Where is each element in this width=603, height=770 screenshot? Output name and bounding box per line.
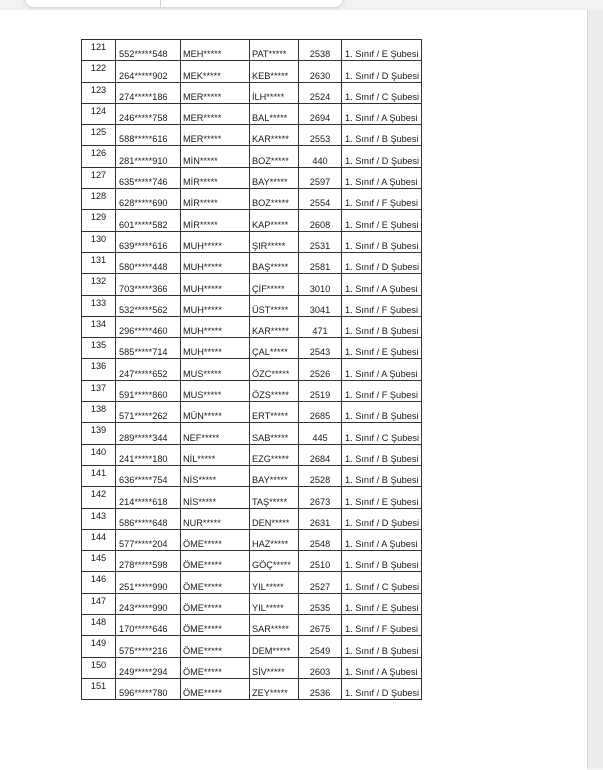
class-section-cell: 1. Sınıf / E Şubesi: [342, 40, 422, 61]
score-cell: 2548: [299, 529, 342, 550]
first-name-cell: ÖME*****: [181, 529, 250, 550]
table-row: [82, 61, 422, 82]
last-name-cell: SİV*****: [250, 657, 299, 678]
class-section-cell: 1. Sınıf / B Şubesi: [342, 551, 422, 572]
last-name-cell: ÖZC*****: [250, 359, 299, 380]
id-number-cell: 241*****180: [116, 444, 181, 465]
score-cell: 2554: [299, 189, 342, 210]
row-number-cell: 142: [82, 487, 116, 508]
first-name-cell: NUR*****: [181, 508, 250, 529]
class-section-cell: 1. Sınıf / A Şubesi: [342, 657, 422, 678]
id-number-cell: 636*****754: [116, 465, 181, 486]
score-cell: 2543: [299, 338, 342, 359]
row-number-cell: 136: [82, 359, 116, 380]
id-number-cell: 552*****548: [116, 40, 181, 61]
id-number-cell: 251*****990: [116, 572, 181, 593]
last-name-cell: ŞIR*****: [250, 231, 299, 252]
id-number-cell: 580*****448: [116, 252, 181, 273]
class-section-cell: 1. Sınıf / C Şubesi: [342, 82, 422, 103]
row-number-cell: 150: [82, 657, 116, 678]
id-number-cell: 639*****616: [116, 231, 181, 252]
first-name-cell: MUS*****: [181, 380, 250, 401]
row-number-cell: 148: [82, 615, 116, 636]
table-row: [82, 465, 422, 486]
table-row: [82, 572, 422, 593]
row-number-cell: 147: [82, 593, 116, 614]
last-name-cell: ÇAL*****: [250, 338, 299, 359]
table-row: [82, 402, 422, 423]
row-number-cell: 131: [82, 252, 116, 273]
score-cell: 2673: [299, 487, 342, 508]
table-row: [82, 380, 422, 401]
last-name-cell: PAT*****: [250, 40, 299, 61]
first-name-cell: MUH*****: [181, 338, 250, 359]
class-section-cell: 1. Sınıf / E Şubesi: [342, 338, 422, 359]
row-number-cell: 124: [82, 103, 116, 124]
id-number-cell: 243*****990: [116, 593, 181, 614]
score-cell: 3041: [299, 295, 342, 316]
first-name-cell: ÖME*****: [181, 551, 250, 572]
row-number-cell: 126: [82, 146, 116, 167]
score-cell: 440: [299, 146, 342, 167]
last-name-cell: SAR*****: [250, 615, 299, 636]
first-name-cell: MER*****: [181, 103, 250, 124]
score-cell: 2675: [299, 615, 342, 636]
table-row: [82, 551, 422, 572]
row-number-cell: 133: [82, 295, 116, 316]
id-number-cell: 278*****598: [116, 551, 181, 572]
table-row: [82, 487, 422, 508]
student-table: [81, 39, 422, 700]
id-number-cell: 214*****618: [116, 487, 181, 508]
table-row: [82, 423, 422, 444]
document-page: [0, 10, 587, 770]
table-row: [82, 316, 422, 337]
id-number-cell: 596*****780: [116, 678, 181, 699]
class-section-cell: 1. Sınıf / B Şubesi: [342, 465, 422, 486]
last-name-cell: İLH*****: [250, 82, 299, 103]
score-cell: 2597: [299, 167, 342, 188]
row-number-cell: 138: [82, 402, 116, 423]
last-name-cell: KAR*****: [250, 125, 299, 146]
class-section-cell: 1. Sınıf / F Şubesi: [342, 189, 422, 210]
first-name-cell: MEH*****: [181, 40, 250, 61]
page-scroll-edge: [587, 10, 603, 768]
last-name-cell: ÖZS*****: [250, 380, 299, 401]
first-name-cell: ÖME*****: [181, 615, 250, 636]
last-name-cell: ÇİF*****: [250, 274, 299, 295]
class-section-cell: 1. Sınıf / C Şubesi: [342, 423, 422, 444]
row-number-cell: 127: [82, 167, 116, 188]
class-section-cell: 1. Sınıf / F Şubesi: [342, 295, 422, 316]
score-cell: 2538: [299, 40, 342, 61]
class-section-cell: 1. Sınıf / E Şubesi: [342, 210, 422, 231]
id-number-cell: 289*****344: [116, 423, 181, 444]
last-name-cell: YIL*****: [250, 593, 299, 614]
row-number-cell: 145: [82, 551, 116, 572]
score-cell: 2519: [299, 380, 342, 401]
table-row: [82, 103, 422, 124]
class-section-cell: 1. Sınıf / B Şubesi: [342, 125, 422, 146]
row-number-cell: 144: [82, 529, 116, 550]
table-row: [82, 529, 422, 550]
table-row: [82, 82, 422, 103]
table-row: [82, 274, 422, 295]
score-cell: 2631: [299, 508, 342, 529]
last-name-cell: ÜST*****: [250, 295, 299, 316]
id-number-cell: 575*****216: [116, 636, 181, 657]
first-name-cell: MUH*****: [181, 252, 250, 273]
score-cell: 2527: [299, 572, 342, 593]
class-section-cell: 1. Sınıf / E Şubesi: [342, 487, 422, 508]
first-name-cell: MİR*****: [181, 210, 250, 231]
table-row: [82, 146, 422, 167]
score-cell: 2685: [299, 402, 342, 423]
score-cell: 2553: [299, 125, 342, 146]
score-cell: 3010: [299, 274, 342, 295]
first-name-cell: ÖME*****: [181, 657, 250, 678]
class-section-cell: 1. Sınıf / D Şubesi: [342, 146, 422, 167]
class-section-cell: 1. Sınıf / B Şubesi: [342, 316, 422, 337]
id-number-cell: 170*****646: [116, 615, 181, 636]
row-number-cell: 130: [82, 231, 116, 252]
top-toolbar-tab: [24, 0, 344, 8]
last-name-cell: DEN*****: [250, 508, 299, 529]
score-cell: 2684: [299, 444, 342, 465]
first-name-cell: MER*****: [181, 125, 250, 146]
table-row: [82, 508, 422, 529]
first-name-cell: MUH*****: [181, 231, 250, 252]
table-row: [82, 636, 422, 657]
last-name-cell: BAY*****: [250, 167, 299, 188]
first-name-cell: NİS*****: [181, 487, 250, 508]
class-section-cell: 1. Sınıf / B Şubesi: [342, 231, 422, 252]
first-name-cell: NİS*****: [181, 465, 250, 486]
first-name-cell: MUH*****: [181, 316, 250, 337]
last-name-cell: EZG*****: [250, 444, 299, 465]
first-name-cell: MİR*****: [181, 189, 250, 210]
id-number-cell: 281*****910: [116, 146, 181, 167]
row-number-cell: 125: [82, 125, 116, 146]
first-name-cell: MİR*****: [181, 167, 250, 188]
id-number-cell: 586*****648: [116, 508, 181, 529]
last-name-cell: ZEY*****: [250, 678, 299, 699]
first-name-cell: MİN*****: [181, 146, 250, 167]
class-section-cell: 1. Sınıf / D Şubesi: [342, 508, 422, 529]
last-name-cell: HAZ*****: [250, 529, 299, 550]
row-number-cell: 141: [82, 465, 116, 486]
class-section-cell: 1. Sınıf / B Şubesi: [342, 636, 422, 657]
first-name-cell: NEF*****: [181, 423, 250, 444]
score-cell: 2603: [299, 657, 342, 678]
id-number-cell: 635*****746: [116, 167, 181, 188]
table-row: [82, 678, 422, 699]
class-section-cell: 1. Sınıf / E Şubesi: [342, 593, 422, 614]
table-row: [82, 125, 422, 146]
table-row: [82, 295, 422, 316]
last-name-cell: SAB*****: [250, 423, 299, 444]
last-name-cell: KAP*****: [250, 210, 299, 231]
first-name-cell: ÖME*****: [181, 678, 250, 699]
table-row: [82, 359, 422, 380]
row-number-cell: 121: [82, 40, 116, 61]
id-number-cell: 577*****204: [116, 529, 181, 550]
table-row: [82, 615, 422, 636]
class-section-cell: 1. Sınıf / A Şubesi: [342, 274, 422, 295]
class-section-cell: 1. Sınıf / D Şubesi: [342, 252, 422, 273]
row-number-cell: 146: [82, 572, 116, 593]
student-table-body: [82, 40, 422, 700]
id-number-cell: 247*****652: [116, 359, 181, 380]
toolbar-divider: [160, 0, 161, 7]
class-section-cell: 1. Sınıf / C Şubesi: [342, 572, 422, 593]
row-number-cell: 132: [82, 274, 116, 295]
table-row: [82, 167, 422, 188]
id-number-cell: 588*****616: [116, 125, 181, 146]
class-section-cell: 1. Sınıf / B Şubesi: [342, 444, 422, 465]
last-name-cell: KAR*****: [250, 316, 299, 337]
row-number-cell: 134: [82, 316, 116, 337]
score-cell: 2581: [299, 252, 342, 273]
first-name-cell: MER*****: [181, 82, 250, 103]
class-section-cell: 1. Sınıf / D Şubesi: [342, 678, 422, 699]
id-number-cell: 703*****366: [116, 274, 181, 295]
last-name-cell: TAŞ*****: [250, 487, 299, 508]
table-row: [82, 189, 422, 210]
score-cell: 2524: [299, 82, 342, 103]
table-row: [82, 444, 422, 465]
score-cell: 445: [299, 423, 342, 444]
id-number-cell: 246*****758: [116, 103, 181, 124]
table-row: [82, 252, 422, 273]
id-number-cell: 591*****860: [116, 380, 181, 401]
id-number-cell: 628*****690: [116, 189, 181, 210]
first-name-cell: MUH*****: [181, 295, 250, 316]
last-name-cell: BAY*****: [250, 465, 299, 486]
id-number-cell: 274*****186: [116, 82, 181, 103]
table-row: [82, 210, 422, 231]
last-name-cell: KEB*****: [250, 61, 299, 82]
row-number-cell: 129: [82, 210, 116, 231]
last-name-cell: DEM*****: [250, 636, 299, 657]
row-number-cell: 143: [82, 508, 116, 529]
last-name-cell: GÖÇ*****: [250, 551, 299, 572]
first-name-cell: NİL*****: [181, 444, 250, 465]
last-name-cell: BAŞ*****: [250, 252, 299, 273]
row-number-cell: 149: [82, 636, 116, 657]
score-cell: 2694: [299, 103, 342, 124]
score-cell: 2528: [299, 465, 342, 486]
row-number-cell: 128: [82, 189, 116, 210]
id-number-cell: 249*****294: [116, 657, 181, 678]
row-number-cell: 137: [82, 380, 116, 401]
id-number-cell: 571*****262: [116, 402, 181, 423]
id-number-cell: 585*****714: [116, 338, 181, 359]
score-cell: 2526: [299, 359, 342, 380]
score-cell: 2630: [299, 61, 342, 82]
table-row: [82, 338, 422, 359]
class-section-cell: 1. Sınıf / F Şubesi: [342, 380, 422, 401]
last-name-cell: ERT*****: [250, 402, 299, 423]
row-number-cell: 151: [82, 678, 116, 699]
class-section-cell: 1. Sınıf / F Şubesi: [342, 615, 422, 636]
row-number-cell: 122: [82, 61, 116, 82]
id-number-cell: 601*****582: [116, 210, 181, 231]
first-name-cell: ÖME*****: [181, 636, 250, 657]
row-number-cell: 139: [82, 423, 116, 444]
first-name-cell: MÜN*****: [181, 402, 250, 423]
first-name-cell: ÖME*****: [181, 593, 250, 614]
first-name-cell: MUS*****: [181, 359, 250, 380]
score-cell: 2608: [299, 210, 342, 231]
class-section-cell: 1. Sınıf / A Şubesi: [342, 167, 422, 188]
class-section-cell: 1. Sınıf / B Şubesi: [342, 402, 422, 423]
last-name-cell: YIL*****: [250, 572, 299, 593]
score-cell: 2549: [299, 636, 342, 657]
first-name-cell: MEK*****: [181, 61, 250, 82]
table-row: [82, 593, 422, 614]
first-name-cell: MUH*****: [181, 274, 250, 295]
id-number-cell: 532*****562: [116, 295, 181, 316]
score-cell: 2531: [299, 231, 342, 252]
id-number-cell: 264*****902: [116, 61, 181, 82]
table-row: [82, 657, 422, 678]
score-cell: 2510: [299, 551, 342, 572]
id-number-cell: 296*****460: [116, 316, 181, 337]
last-name-cell: BAL*****: [250, 103, 299, 124]
last-name-cell: BOZ*****: [250, 146, 299, 167]
last-name-cell: BOZ*****: [250, 189, 299, 210]
table-row: [82, 40, 422, 61]
row-number-cell: 135: [82, 338, 116, 359]
class-section-cell: 1. Sınıf / A Şubesi: [342, 103, 422, 124]
table-row: [82, 231, 422, 252]
score-cell: 471: [299, 316, 342, 337]
row-number-cell: 123: [82, 82, 116, 103]
score-cell: 2535: [299, 593, 342, 614]
score-cell: 2536: [299, 678, 342, 699]
class-section-cell: 1. Sınıf / A Şubesi: [342, 529, 422, 550]
first-name-cell: ÖME*****: [181, 572, 250, 593]
class-section-cell: 1. Sınıf / A Şubesi: [342, 359, 422, 380]
class-section-cell: 1. Sınıf / D Şubesi: [342, 61, 422, 82]
row-number-cell: 140: [82, 444, 116, 465]
